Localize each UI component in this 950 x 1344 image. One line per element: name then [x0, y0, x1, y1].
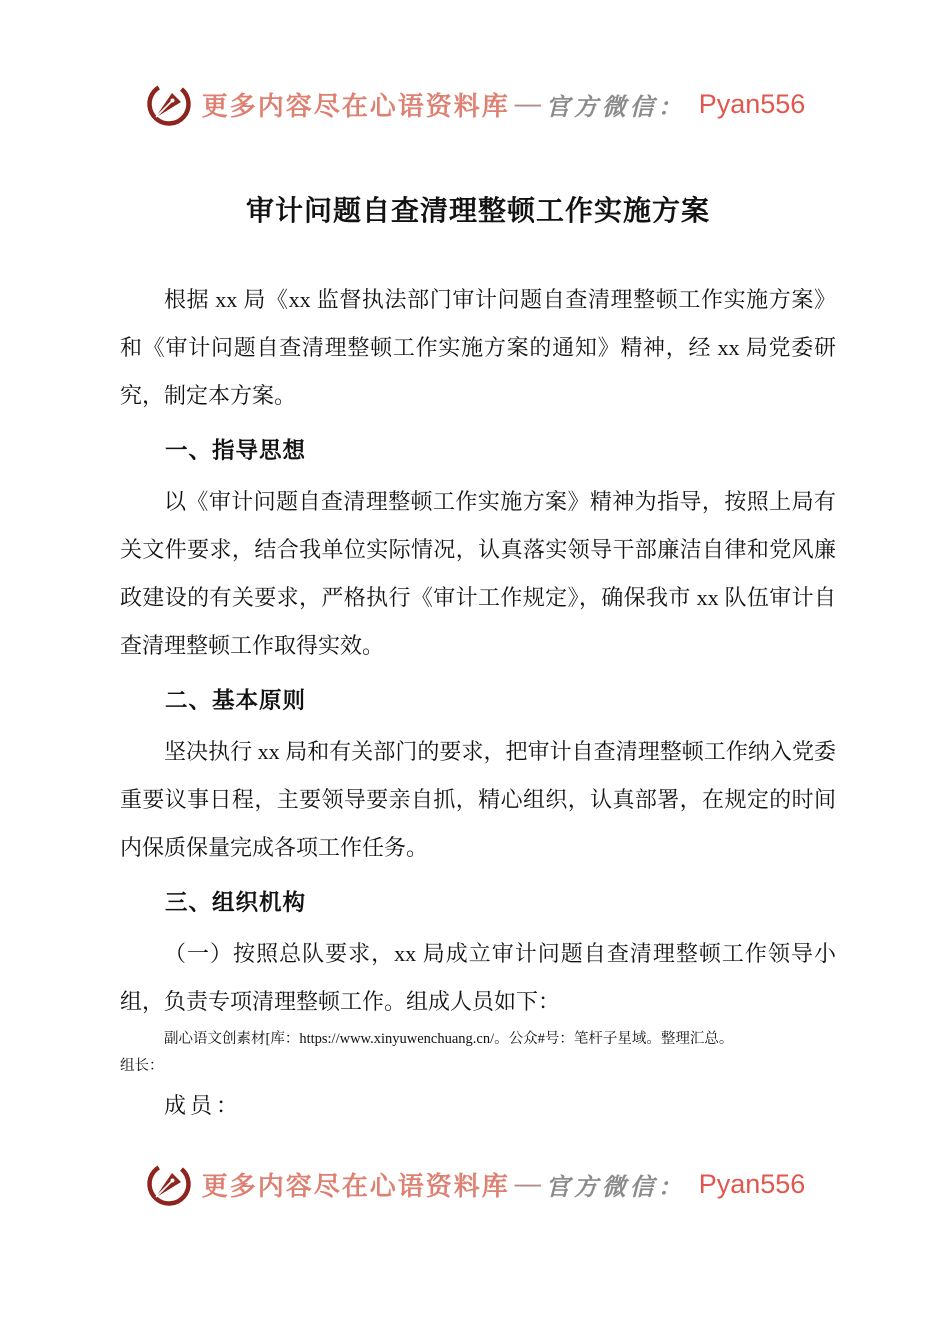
- brand-text: 更多内容尽在心语资料库: [201, 91, 510, 121]
- wechat-id: Pyan556: [698, 1168, 806, 1199]
- heading-guiding-ideology: 一、指导思想: [165, 438, 307, 463]
- heading-basic-principles: 二、基本原则: [165, 688, 307, 713]
- wechat-id: Pyan556: [698, 88, 806, 119]
- watermark-source-line: 副心语文创素材[库：https://www.xinyuwenchuang.cn/。公众#号：笔杆子星域。整理汇总。: [164, 1031, 734, 1047]
- brand-header: [0, 80, 950, 128]
- document-body: [120, 190, 836, 1130]
- document-title: 审计问题自查清理整顿工作实施方案: [245, 196, 710, 227]
- brand-dash: —: [514, 1169, 541, 1198]
- paragraph-guiding-ideology: 以《审计问题自查清理整顿工作实施方案》精神为指导，按照上局有关文件要求，结合我单位实际情况，认真落实领导干部廉洁自律和党风廉政建设的有关要求，严格执行《审计工作规定》，确保我市 xx 队伍审计自查清理整顿工作取得实效。: [120, 489, 836, 658]
- wechat-label: 官方微信：: [545, 1174, 686, 1201]
- pen-nib-logo-icon: [145, 80, 193, 128]
- paragraph-basic-principles: 坚决执行 xx 局和有关部门的要求，把审计自查清理整顿工作纳入党委重要议事日程，主要领导要亲自抓，精心组织，认真部署，在规定的时间内保质保量完成各项工作任务。: [120, 739, 836, 860]
- paragraph-organization: （一）按照总队要求，xx 局成立审计问题自查清理整顿工作领导小组，负责专项清理整顿工作。组成人员如下：: [120, 941, 836, 1014]
- members-line: 成员：: [164, 1093, 243, 1118]
- brand-dash: —: [514, 89, 541, 118]
- group-leader-line: 组长：: [120, 1058, 164, 1074]
- brand-text: 更多内容尽在心语资料库: [201, 1171, 510, 1201]
- pen-nib-logo-icon: [145, 1160, 193, 1208]
- brand-footer: [0, 1160, 950, 1208]
- paragraph-intro: 根据 xx 局《xx 监督执法部门审计问题自查清理整顿工作实施方案》和《审计问题自查清理整顿工作实施方案的通知》精神，经 xx 局党委研究，制定本方案。: [120, 287, 836, 408]
- wechat-label: 官方微信：: [545, 94, 686, 121]
- heading-organization: 三、组织机构: [165, 890, 307, 915]
